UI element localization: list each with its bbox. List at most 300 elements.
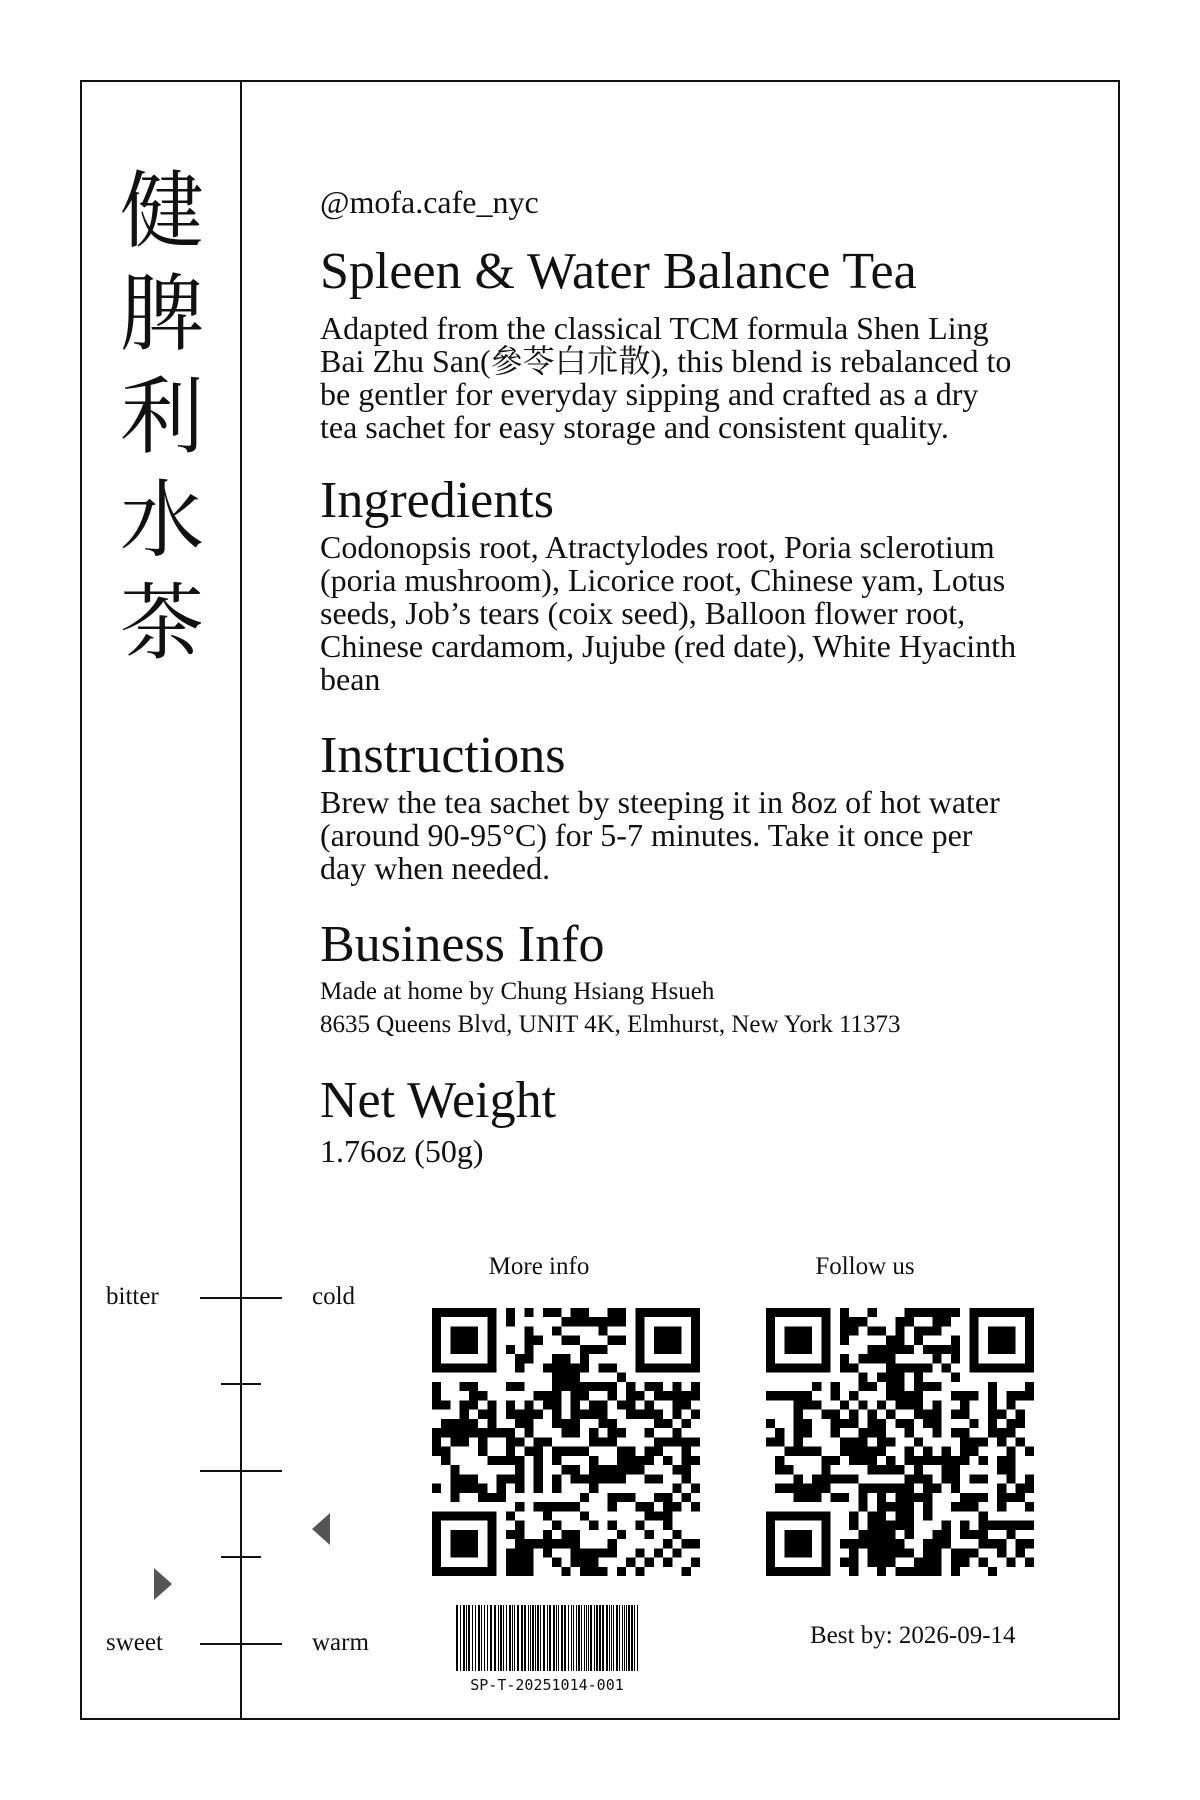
qr-module: [663, 1308, 672, 1317]
barcode-bar: [588, 1605, 589, 1671]
qr-module: [691, 1558, 700, 1567]
instagram-handle: @mofa.cafe_nyc: [320, 184, 539, 220]
qr-module: [969, 1474, 978, 1483]
qr-module: [812, 1474, 821, 1483]
qr-module: [672, 1428, 681, 1437]
qr-module: [1016, 1308, 1025, 1317]
qr-module: [766, 1548, 775, 1557]
qr-module: [506, 1400, 515, 1409]
qr-module: [886, 1558, 895, 1567]
qr-module: [598, 1400, 607, 1409]
qr-module: [1006, 1521, 1015, 1530]
qr-module: [923, 1567, 932, 1576]
qr-module: [654, 1511, 663, 1520]
qr-module: [672, 1437, 681, 1446]
qr-module: [515, 1465, 524, 1474]
qr-module: [868, 1428, 877, 1437]
qr-module: [515, 1558, 524, 1567]
barcode-bar: [484, 1605, 485, 1671]
qr-module: [617, 1456, 626, 1465]
qr-module: [794, 1428, 803, 1437]
qr-module: [487, 1354, 496, 1363]
qr-module: [506, 1558, 515, 1567]
qr-module: [803, 1511, 812, 1520]
qr-module: [849, 1437, 858, 1446]
qr-module: [515, 1437, 524, 1446]
qr-module: [895, 1511, 904, 1520]
qr-module: [663, 1437, 672, 1446]
qr-module: [794, 1336, 803, 1345]
qr-module: [487, 1511, 496, 1520]
qr-module: [682, 1363, 691, 1372]
qr-module: [524, 1548, 533, 1557]
qr-module: [868, 1511, 877, 1520]
qr-module: [858, 1447, 867, 1456]
qr-module: [1025, 1382, 1034, 1391]
qr-module: [487, 1363, 496, 1372]
qr-module: [450, 1326, 459, 1335]
qr-module: [450, 1530, 459, 1539]
qr-module: [766, 1391, 775, 1400]
qr-module: [543, 1548, 552, 1557]
qr-module: [691, 1391, 700, 1400]
qr-module: [682, 1493, 691, 1502]
barcode-bar: [553, 1605, 555, 1671]
qr-module: [645, 1428, 654, 1437]
qr-module: [997, 1326, 1006, 1335]
qr-module: [469, 1336, 478, 1345]
qr-module: [766, 1567, 775, 1576]
qr-module: [682, 1308, 691, 1317]
qr-module: [487, 1493, 496, 1502]
qr-module: [598, 1345, 607, 1354]
barcode-bar: [594, 1605, 595, 1671]
qr-module: [506, 1437, 515, 1446]
barcode-bar: [540, 1605, 541, 1671]
qr-module: [803, 1419, 812, 1428]
barcode-bar: [568, 1605, 569, 1671]
qr-module: [932, 1548, 941, 1557]
qr-module: [840, 1363, 849, 1372]
qr-module: [821, 1511, 830, 1520]
qr-module: [460, 1530, 469, 1539]
qr-module: [506, 1447, 515, 1456]
qr-module: [645, 1474, 654, 1483]
qr-module: [923, 1419, 932, 1428]
qr-module: [524, 1419, 533, 1428]
qr-module: [886, 1530, 895, 1539]
qr-module: [598, 1363, 607, 1372]
qr-module: [432, 1391, 441, 1400]
qr-module: [988, 1539, 997, 1548]
qr-module: [895, 1539, 904, 1548]
qr-module: [821, 1567, 830, 1576]
qr-module: [672, 1345, 681, 1354]
qr-module: [960, 1548, 969, 1557]
qr-module: [515, 1382, 524, 1391]
qr-module: [691, 1363, 700, 1372]
barcode-bar: [561, 1605, 563, 1671]
qr-module: [858, 1373, 867, 1382]
qr-module: [1006, 1456, 1015, 1465]
qr-module: [515, 1484, 524, 1493]
qr-module: [682, 1400, 691, 1409]
qr-module: [942, 1474, 951, 1483]
qr-module: [672, 1502, 681, 1511]
qr-module: [663, 1345, 672, 1354]
qr-module: [868, 1456, 877, 1465]
qr-module: [460, 1567, 469, 1576]
vertical-divider: [240, 80, 242, 1720]
qr-module: [608, 1465, 617, 1474]
qr-module: [515, 1567, 524, 1576]
qr-module: [682, 1465, 691, 1474]
qr-module: [487, 1336, 496, 1345]
qr-module: [478, 1308, 487, 1317]
qr-module: [766, 1511, 775, 1520]
qr-module: [672, 1326, 681, 1335]
qr-module: [1006, 1363, 1015, 1372]
barcode-bar: [478, 1605, 480, 1671]
qr-module: [803, 1484, 812, 1493]
qr-module: [608, 1419, 617, 1428]
qr-module: [877, 1493, 886, 1502]
qr-module: [524, 1400, 533, 1409]
qr-module: [877, 1400, 886, 1409]
qr-module: [589, 1428, 598, 1437]
qr-module: [515, 1354, 524, 1363]
qr-module: [784, 1484, 793, 1493]
qr-module: [1006, 1336, 1015, 1345]
qr-module: [895, 1548, 904, 1557]
qr-module: [914, 1391, 923, 1400]
qr-module: [524, 1539, 533, 1548]
barcode-bar: [581, 1605, 582, 1671]
qr-module: [969, 1336, 978, 1345]
scale-label-sweet: sweet: [106, 1629, 163, 1656]
qr-module: [821, 1530, 830, 1539]
qr-module: [951, 1373, 960, 1382]
qr-module: [589, 1465, 598, 1474]
qr-module: [617, 1308, 626, 1317]
qr-module: [960, 1558, 969, 1567]
qr-module: [988, 1391, 997, 1400]
qr-module: [598, 1474, 607, 1483]
qr-module: [951, 1567, 960, 1576]
qr-module: [663, 1558, 672, 1567]
qr-module: [487, 1428, 496, 1437]
qr-module: [766, 1317, 775, 1326]
barcode-bar: [634, 1605, 635, 1671]
qr-module: [877, 1354, 886, 1363]
qr-module: [580, 1308, 589, 1317]
qr-module: [460, 1410, 469, 1419]
qr-module: [645, 1447, 654, 1456]
qr-module: [497, 1474, 506, 1483]
qr-module: [877, 1419, 886, 1428]
qr-module: [515, 1539, 524, 1548]
qr-module: [691, 1484, 700, 1493]
qr-module: [951, 1345, 960, 1354]
qr-module: [487, 1567, 496, 1576]
qr-module: [617, 1474, 626, 1483]
qr-module: [617, 1530, 626, 1539]
qr-module: [840, 1539, 849, 1548]
qr-module: [969, 1437, 978, 1446]
qr-module: [784, 1539, 793, 1548]
qr-module: [524, 1447, 533, 1456]
qr-module: [840, 1474, 849, 1483]
qr-module: [914, 1363, 923, 1372]
qr-module: [803, 1345, 812, 1354]
qr-module: [469, 1363, 478, 1372]
qr-module: [432, 1511, 441, 1520]
qr-module: [858, 1530, 867, 1539]
qr-module: [932, 1456, 941, 1465]
qr-module: [784, 1391, 793, 1400]
qr-module: [654, 1447, 663, 1456]
qr-module: [691, 1502, 700, 1511]
qr-module: [1006, 1308, 1015, 1317]
qr-module: [895, 1391, 904, 1400]
qr-module: [1006, 1558, 1015, 1567]
qr-module: [571, 1530, 580, 1539]
qr-module: [932, 1400, 941, 1409]
qr-module: [672, 1308, 681, 1317]
qr-module: [988, 1363, 997, 1372]
qr-module: [524, 1345, 533, 1354]
qr-module: [914, 1308, 923, 1317]
qr-module: [460, 1437, 469, 1446]
qr-module: [654, 1363, 663, 1372]
qr-module: [877, 1548, 886, 1557]
qr-module: [524, 1410, 533, 1419]
qr-module: [886, 1539, 895, 1548]
qr-module: [469, 1539, 478, 1548]
qr-module: [497, 1493, 506, 1502]
qr-module: [969, 1391, 978, 1400]
qr-module: [450, 1493, 459, 1502]
chinese-title: [114, 160, 210, 675]
qr-module: [552, 1456, 561, 1465]
qr-module: [571, 1317, 580, 1326]
qr-module: [571, 1382, 580, 1391]
qr-code-more-info[interactable]: [432, 1308, 700, 1576]
qr-module: [969, 1447, 978, 1456]
chinese-title-char: 茶: [119, 574, 204, 672]
qr-module: [840, 1317, 849, 1326]
qr-module: [784, 1308, 793, 1317]
qr-module: [794, 1548, 803, 1557]
qr-module: [784, 1511, 793, 1520]
qr-module: [979, 1474, 988, 1483]
qr-module: [932, 1558, 941, 1567]
qr-module: [997, 1456, 1006, 1465]
qr-module: [534, 1437, 543, 1446]
qr-module: [524, 1428, 533, 1437]
qr-module: [478, 1391, 487, 1400]
qr-module: [849, 1317, 858, 1326]
qr-module: [895, 1465, 904, 1474]
barcode-bar: [463, 1605, 465, 1671]
qr-module: [905, 1363, 914, 1372]
qr-module: [506, 1410, 515, 1419]
qr-module: [608, 1548, 617, 1557]
qr-module: [932, 1308, 941, 1317]
qr-module: [654, 1419, 663, 1428]
qr-module: [951, 1428, 960, 1437]
qr-module: [794, 1447, 803, 1456]
qr-module: [1025, 1539, 1034, 1548]
qr-module: [905, 1493, 914, 1502]
qr-module: [951, 1465, 960, 1474]
qr-module: [672, 1363, 681, 1372]
qr-module: [580, 1511, 589, 1520]
qr-module: [877, 1345, 886, 1354]
qr-module: [552, 1410, 561, 1419]
qr-module: [951, 1502, 960, 1511]
qr-module: [460, 1484, 469, 1493]
qr-module: [635, 1363, 644, 1372]
qr-module: [552, 1391, 561, 1400]
qr-module: [571, 1558, 580, 1567]
qr-module: [672, 1391, 681, 1400]
qr-module: [432, 1558, 441, 1567]
qr-module: [561, 1447, 570, 1456]
qr-module: [487, 1400, 496, 1409]
qr-module: [469, 1382, 478, 1391]
qr-module: [682, 1456, 691, 1465]
qr-module: [821, 1474, 830, 1483]
qr-module: [988, 1382, 997, 1391]
qr-module: [645, 1363, 654, 1372]
qr-module: [635, 1410, 644, 1419]
qr-module: [895, 1521, 904, 1530]
barcode-bar: [619, 1605, 620, 1671]
qr-module: [515, 1548, 524, 1557]
qr-module: [450, 1345, 459, 1354]
qr-module: [663, 1326, 672, 1335]
qr-module: [969, 1419, 978, 1428]
qr-module: [478, 1484, 487, 1493]
qr-module: [858, 1456, 867, 1465]
qr-module: [923, 1474, 932, 1483]
qr-module: [877, 1502, 886, 1511]
qr-module: [821, 1410, 830, 1419]
barcode-bar: [628, 1605, 630, 1671]
qr-module: [877, 1326, 886, 1335]
qr-module: [969, 1530, 978, 1539]
qr-module: [942, 1308, 951, 1317]
qr-module: [506, 1548, 515, 1557]
qr-module: [988, 1326, 997, 1335]
qr-module: [580, 1382, 589, 1391]
qr-module: [766, 1437, 775, 1446]
qr-module: [849, 1567, 858, 1576]
qr-module: [487, 1317, 496, 1326]
qr-module: [1016, 1410, 1025, 1419]
qr-module: [608, 1437, 617, 1446]
qr-module: [794, 1493, 803, 1502]
qr-module: [645, 1456, 654, 1465]
qr-module: [534, 1391, 543, 1400]
business-info-heading: Business Info: [320, 916, 605, 973]
product-title: Spleen & Water Balance Tea: [320, 243, 917, 300]
qr-module: [691, 1326, 700, 1335]
qr-module: [1006, 1345, 1015, 1354]
qr-module: [849, 1363, 858, 1372]
qr-module: [580, 1354, 589, 1363]
qr-module: [812, 1308, 821, 1317]
qr-module: [580, 1447, 589, 1456]
barcode-bar: [606, 1605, 608, 1671]
qr-module: [626, 1410, 635, 1419]
qr-module: [821, 1465, 830, 1474]
qr-module: [487, 1345, 496, 1354]
qr-code-follow-us[interactable]: [766, 1308, 1034, 1576]
qr-module: [868, 1354, 877, 1363]
qr-module: [821, 1363, 830, 1372]
qr-module: [617, 1567, 626, 1576]
qr-module: [969, 1345, 978, 1354]
qr-module: [654, 1548, 663, 1557]
qr-module: [561, 1363, 570, 1372]
qr-module: [626, 1493, 635, 1502]
barcode-bar: [524, 1605, 526, 1671]
qr-module: [450, 1428, 459, 1437]
qr-module: [895, 1373, 904, 1382]
qr-module: [895, 1382, 904, 1391]
qr-module: [441, 1567, 450, 1576]
qr-module: [840, 1419, 849, 1428]
qr-module: [803, 1530, 812, 1539]
qr-module: [886, 1410, 895, 1419]
qr-module: [450, 1548, 459, 1557]
qr-module: [478, 1567, 487, 1576]
qr-module: [469, 1308, 478, 1317]
qr-module: [543, 1502, 552, 1511]
qr-module: [534, 1484, 543, 1493]
barcode-bar: [494, 1605, 496, 1671]
instructions-text: Brew the tea sachet by steeping it in 8oz of hot water (around 90-95°C) for 5-7 minutes. Take it once per day when needed.: [320, 784, 1000, 886]
qr-module: [469, 1484, 478, 1493]
qr-module: [905, 1456, 914, 1465]
qr-module: [571, 1539, 580, 1548]
qr-module: [441, 1400, 450, 1409]
qr-follow-us-caption: Follow us: [815, 1253, 915, 1280]
qr-module: [951, 1456, 960, 1465]
qr-module: [589, 1382, 598, 1391]
qr-module: [960, 1456, 969, 1465]
qr-module: [997, 1308, 1006, 1317]
qr-module: [598, 1437, 607, 1446]
qr-module: [840, 1308, 849, 1317]
qr-module: [432, 1548, 441, 1557]
qr-module: [524, 1308, 533, 1317]
barcode-bar: [547, 1605, 548, 1671]
qr-module: [895, 1317, 904, 1326]
barcode-bar: [602, 1605, 604, 1671]
qr-module: [478, 1447, 487, 1456]
chinese-title-char: 利: [119, 368, 204, 466]
qr-module: [784, 1326, 793, 1335]
qr-module: [441, 1419, 450, 1428]
qr-module: [932, 1326, 941, 1335]
qr-module: [672, 1400, 681, 1409]
qr-module: [840, 1354, 849, 1363]
qr-module: [441, 1363, 450, 1372]
temperature-marker-arrow-icon: [312, 1513, 330, 1545]
